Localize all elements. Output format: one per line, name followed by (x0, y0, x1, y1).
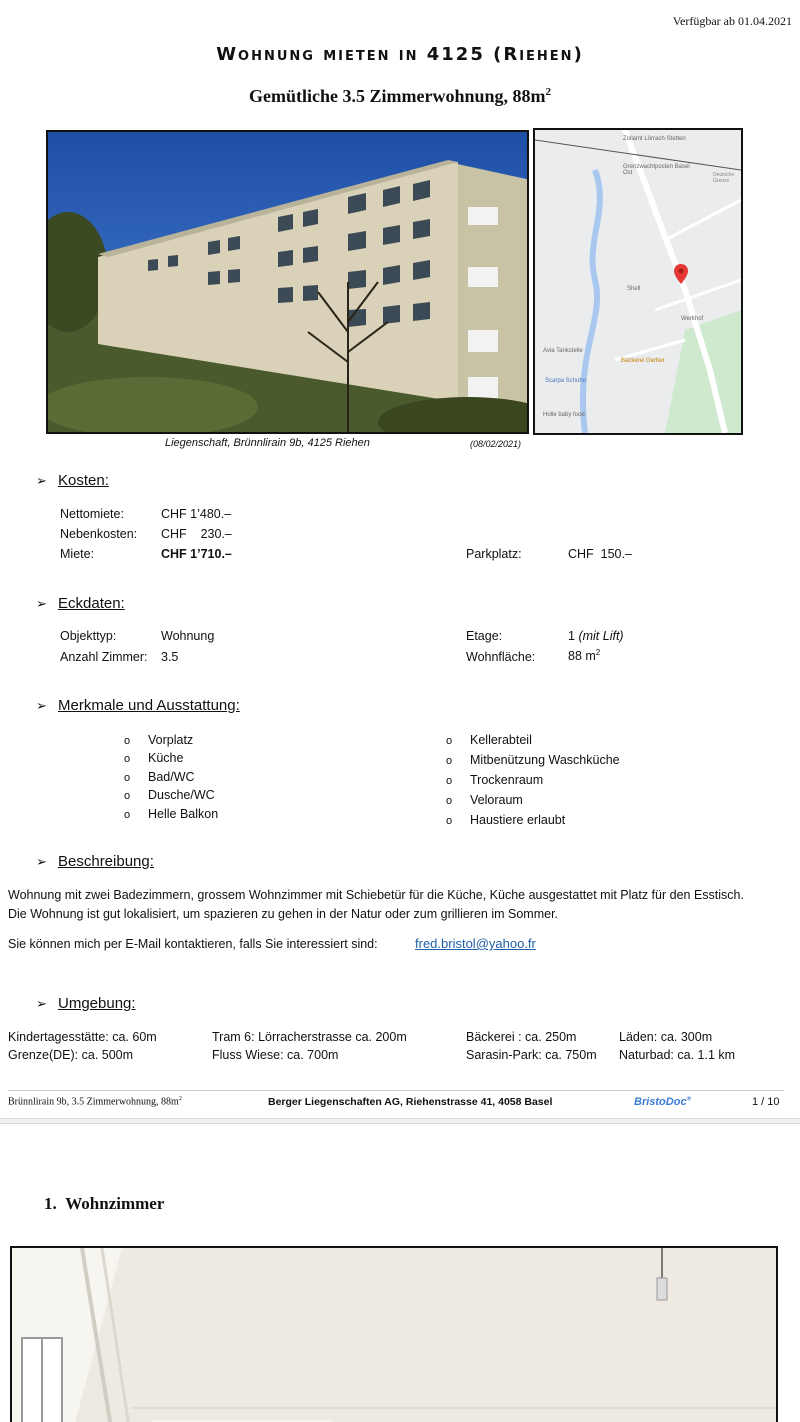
footer-divider (8, 1090, 784, 1091)
parking-value: CHF 150.– (568, 547, 632, 561)
flaeche-label: Wohnfläche: (466, 650, 536, 664)
section-heading-merkmale: ➢ Merkmale und Ausstattung: (36, 697, 240, 714)
building-photo (46, 130, 529, 434)
section-heading-beschreibung: ➢ Beschreibung: (36, 853, 154, 870)
map-label: Holle baby food (543, 412, 585, 418)
footer-company: Berger Liegenschaften AG, Riehenstrasse 41, 4058 Basel (268, 1096, 553, 1108)
nearby-item: Bäckerei : ca. 250m (466, 1030, 577, 1044)
description-line: Die Wohnung ist gut lokalisiert, um spazieren zu gehen in der Natur oder zum grillieren im Sommer. (8, 907, 559, 921)
zimmer-label: Anzahl Zimmer: (60, 650, 148, 664)
page-separator (0, 1118, 800, 1124)
arrow-bullet-icon: ➢ (36, 473, 47, 488)
list-item: o Dusche/WC (124, 788, 215, 802)
page-subtitle: Gemütliche 3.5 Zimmerwohnung, $88m^2$ (249, 86, 551, 106)
page-number: 1 / 10 (752, 1096, 780, 1108)
section-heading-umgebung: ➢ Umgebung: (36, 995, 136, 1012)
zimmer-value: 3.5 (161, 650, 179, 664)
contact-email-link[interactable]: fred.bristol@yahoo.fr (415, 936, 536, 951)
arrow-bullet-icon: ➢ (36, 996, 47, 1011)
map-label: Werkhof (681, 316, 704, 322)
list-item: o Helle Balkon (124, 807, 219, 821)
total-rent-value: CHF 1’710.– (161, 547, 232, 561)
etage-label: Etage: (466, 629, 503, 643)
footer-left: Brünnlirain 9b, 3.5 Zimmerwohnung, $88m^2$ (8, 1096, 182, 1108)
nearby-item: Tram 6: Lörracherstrasse ca. 200m (212, 1030, 407, 1044)
list-item: o Veloraum (446, 793, 523, 807)
section-heading-eckdaten: ➢ Eckdaten: (36, 595, 125, 612)
arrow-bullet-icon: ➢ (36, 854, 47, 869)
map-pin-icon (674, 264, 688, 284)
list-item: o Vorplatz (124, 733, 194, 747)
arrow-bullet-icon: ➢ (36, 596, 47, 611)
living-room-photo (10, 1246, 778, 1422)
arrow-bullet-icon: ➢ (36, 698, 47, 713)
map-label: Bäckerei Gerber (621, 358, 665, 364)
nearby-item: Kindertagesstätte: ca. 60m (8, 1030, 157, 1044)
map-label: Deutsche Grenze (713, 172, 735, 184)
photo-date: (08/02/2021) (470, 439, 522, 449)
cost-value: CHF 1’480.– (161, 507, 232, 521)
map-label: Scarpa Schuhe (545, 378, 587, 384)
description-line: Wohnung mit zwei Badezimmern, grossem Wohnzimmer mit Schiebetür für die Küche, Küche ausgestattet mit Platz für den Esstisch. (8, 888, 744, 902)
list-item: o Trockenraum (446, 773, 544, 787)
parking-label: Parkplatz: (466, 547, 522, 561)
flaeche-value: 88 $m^2$ (568, 648, 601, 664)
location-map (533, 128, 743, 435)
photo-caption: Liegenschaft, Brünnlirain 9b, 4125 Riehen (165, 437, 370, 449)
list-item: o Mitbenützung Waschküche (446, 753, 620, 767)
map-label: Zollamt Lörrach-Stetten (623, 136, 686, 142)
nearby-item: Fluss Wiese: ca. 700m (212, 1048, 339, 1062)
page-title: Wohnung mieten in 4125 (Riehen) (216, 44, 584, 65)
availability-date: Verfügbar ab 01.04.2021 (672, 14, 792, 28)
nearby-item: Grenze(DE): ca. 500m (8, 1048, 134, 1062)
cost-value: CHF 230.– (161, 527, 232, 541)
section-heading-kosten: ➢ Kosten: (36, 472, 109, 489)
list-item: o Kellerabteil (446, 733, 532, 747)
objekttyp-label: Objekttyp: (60, 629, 117, 643)
cost-label: Miete: (60, 547, 95, 561)
nearby-item: Naturbad: ca. 1.1 km (619, 1048, 736, 1062)
contact-text: Sie können mich per E-Mail kontaktieren, falls Sie interessiert sind: (8, 937, 378, 951)
map-label: Grenzwachtposten Basel Ost (623, 164, 690, 176)
cost-label: Nettomiete: (60, 507, 124, 521)
nearby-item: Sarasin-Park: ca. 750m (466, 1048, 597, 1062)
list-item: o Haustiere erlaubt (446, 813, 566, 827)
list-item: o Bad/WC (124, 770, 195, 784)
etage-value: 1 (mit Lift) (568, 629, 624, 643)
list-item: o Küche (124, 751, 184, 765)
footer-brand-logo: BristoDoc® (634, 1096, 691, 1108)
nearby-item: Läden: ca. 300m (619, 1030, 713, 1044)
objekttyp-value: Wohnung (161, 629, 215, 643)
section-heading-wohnzimmer: 1. Wohnzimmer (44, 1194, 165, 1213)
map-label: Avia Tankstelle (543, 348, 583, 354)
map-label: Shell (627, 286, 641, 292)
cost-label: Nebenkosten: (60, 527, 138, 541)
